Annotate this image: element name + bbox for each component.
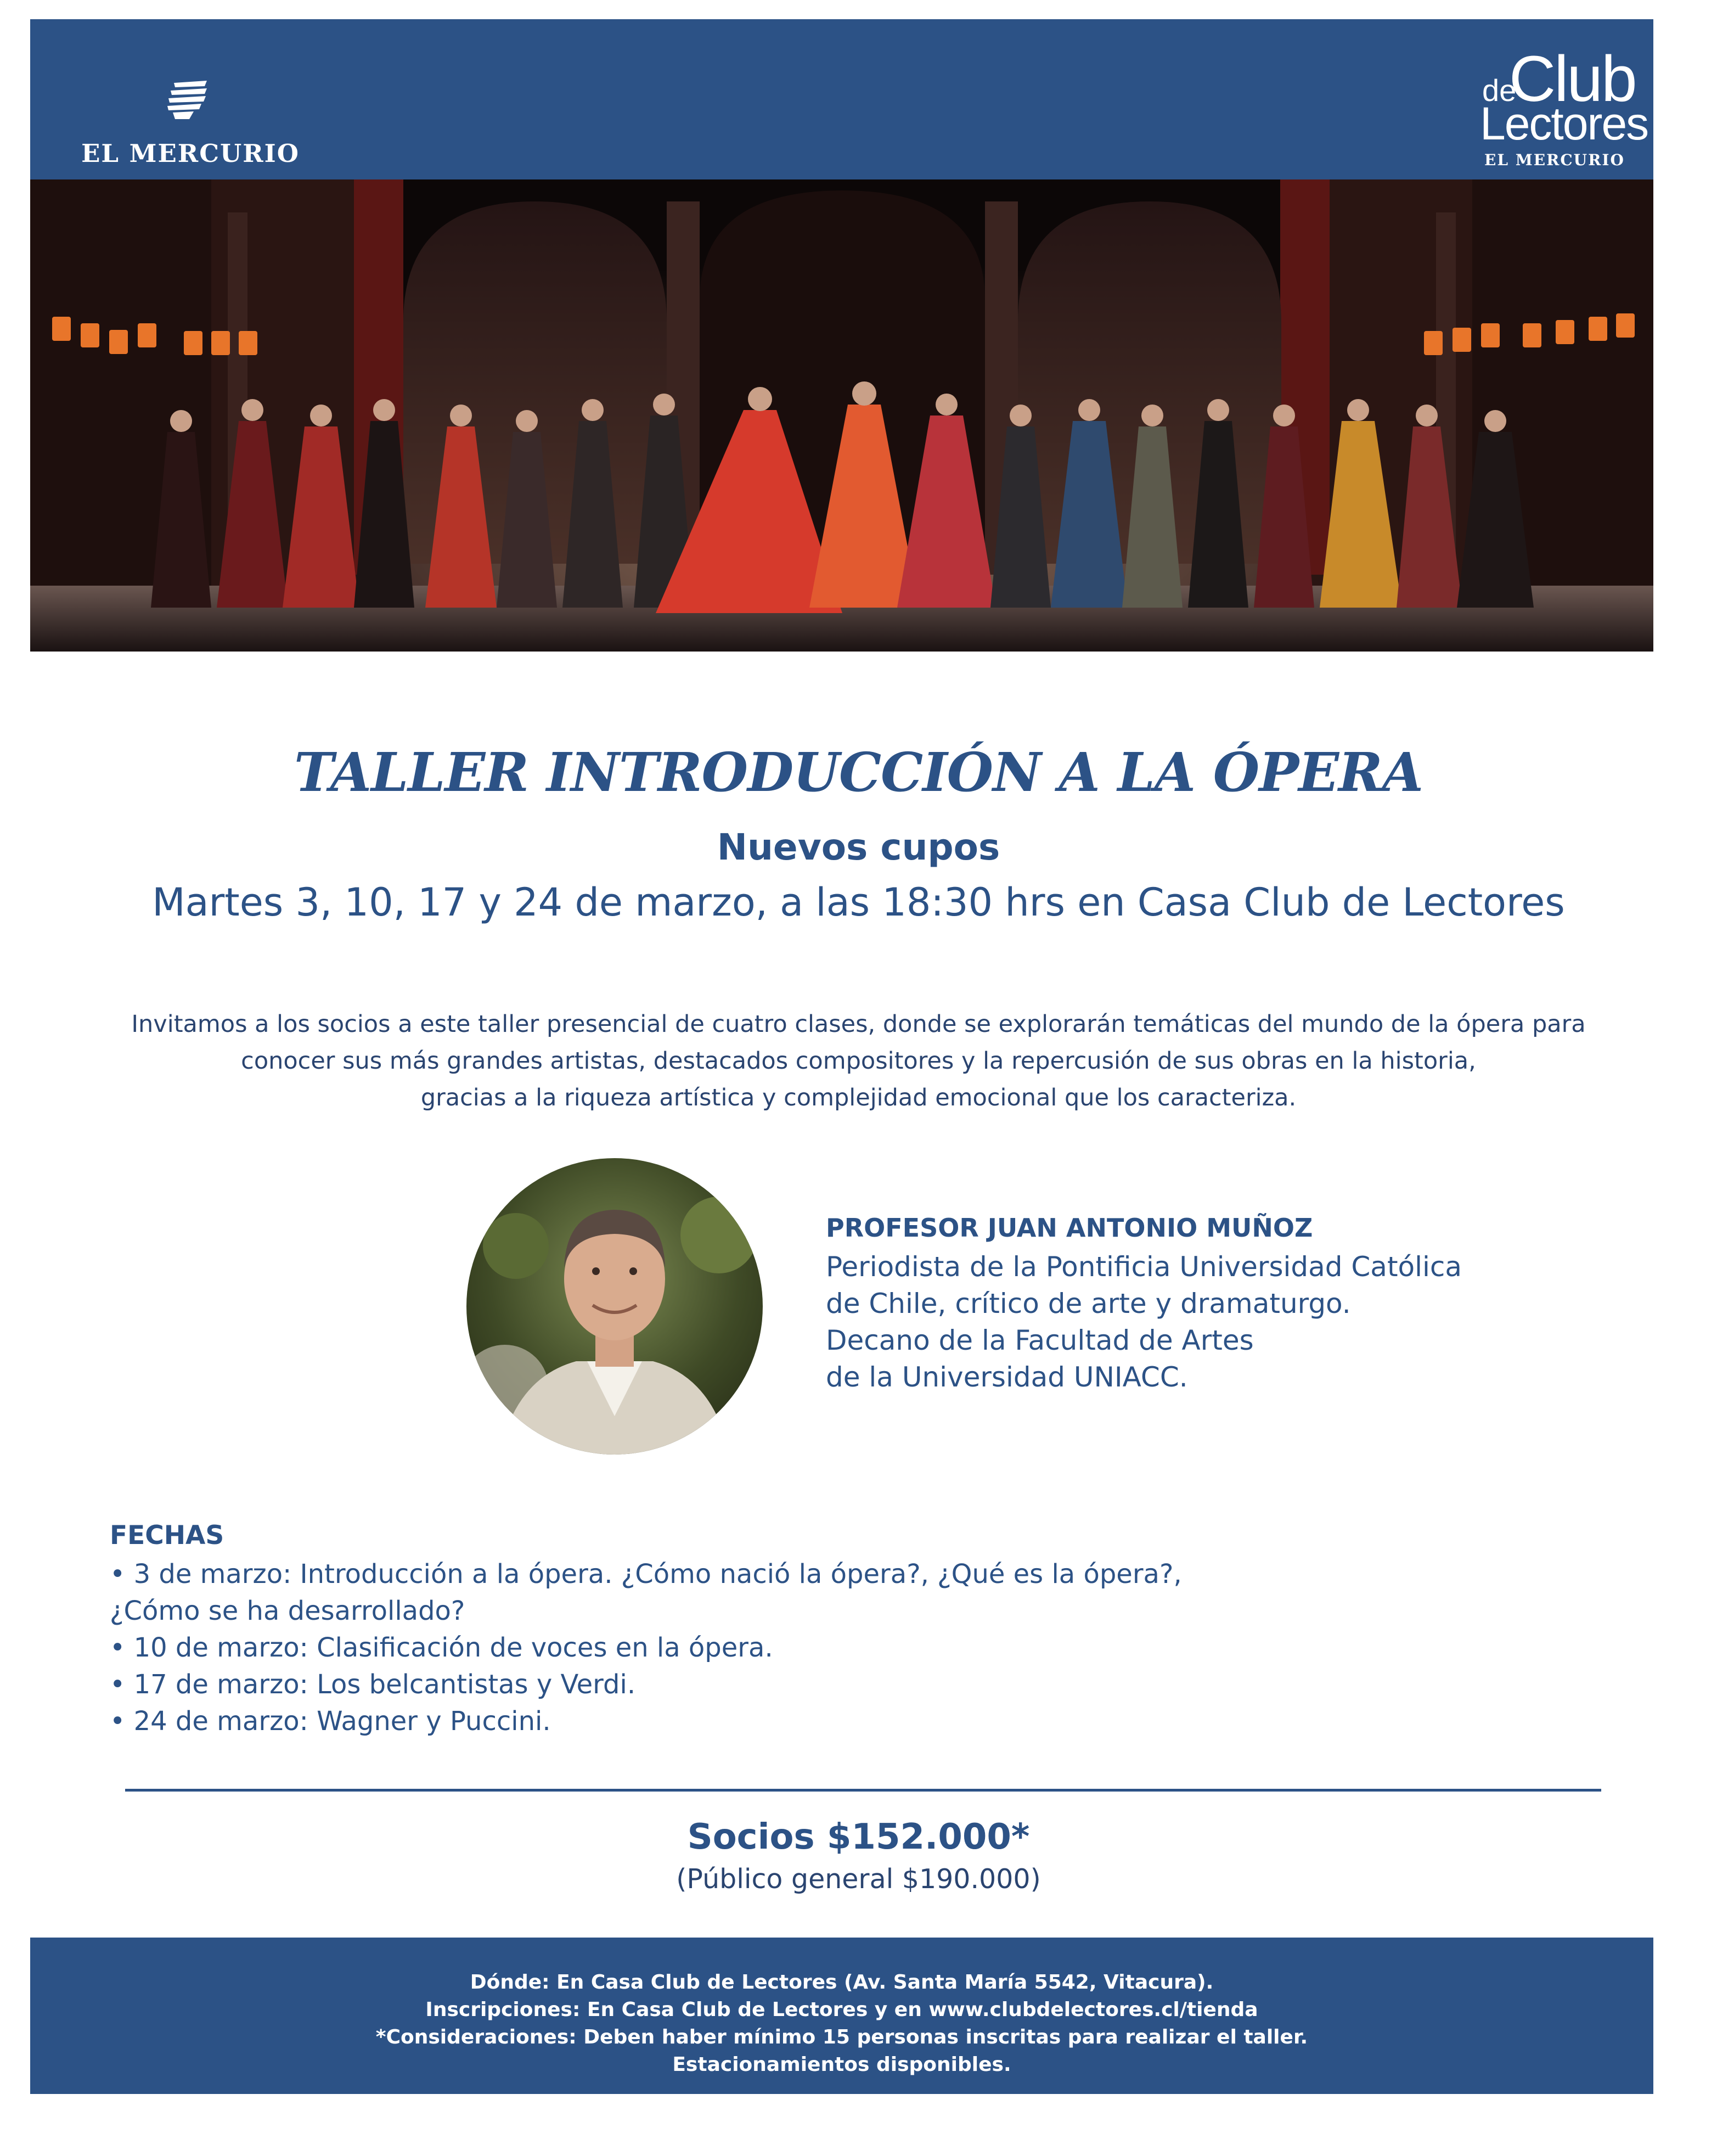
club-logo-club: Club [1509,43,1636,115]
professor-bio [826,1249,1462,1396]
footer-location: Dónde: En Casa Club de Lectores (Av. Santa María 5542, Vitacura). [470,1971,1214,1994]
event-schedule: Martes 3, 10, 17 y 24 de marzo, a las 18:30 hrs en Casa Club de Lectores [152,880,1565,925]
page-subtitle: Nuevos cupos [717,826,1000,868]
divider [125,1789,1601,1792]
professor-name: PROFESOR JUAN ANTONIO MUÑOZ [826,1213,1313,1243]
footer-bar [30,1938,1653,2094]
professor-bio-line: Periodista de la Pontificia Universidad Católica [826,1251,1462,1283]
intro-line: conocer sus más grandes artistas, destacados compositores y la repercusión de sus obras en la historia, [241,1047,1476,1075]
intro-line: Invitamos a los socios a este taller presencial de cuatro clases, donde se explorarán temáticas del mundo de la ópera para [131,1010,1586,1038]
professor-portrait [466,1158,763,1455]
el-mercurio-logo[interactable] [70,57,311,168]
club-logo-de: de [1482,73,1517,108]
professor-bio-line: de la Universidad UNIACC. [826,1361,1188,1393]
club-logo-lectores: Lectores [1480,98,1648,149]
opera-stage-illustration [30,179,1653,652]
fechas-heading: FECHAS [110,1520,224,1551]
member-price: Socios $152.000* [687,1817,1030,1857]
el-mercurio-wordmark: EL MERCURIO [81,139,300,168]
footer-info [30,1969,1653,2079]
footer-considerations: *Consideraciones: Deben haber mínimo 15 personas inscritas para realizar el taller. [375,2026,1308,2048]
intro-paragraph [110,1006,1607,1116]
fechas-item: • 24 de marzo: Wagner y Puccini. [110,1706,551,1737]
fechas-list [110,1556,1182,1740]
page-title: TALLER INTRODUCCIÓN A LA ÓPERA [294,741,1423,804]
opera-stage-photo [30,179,1653,652]
footer-registration[interactable]: Inscripciones: En Casa Club de Lectores y en www.clubdelectores.cl/tienda [425,1998,1258,2021]
professor-bio-line: Decano de la Facultad de Artes [826,1324,1254,1356]
professor-bio-line: de Chile, crítico de arte y dramaturgo. [826,1288,1351,1320]
intro-line: gracias a la riqueza artística y complejidad emocional que los caracteriza. [420,1084,1297,1111]
footer-parking: Estacionamientos disponibles. [672,2053,1011,2076]
mercurio-wing-icon [163,78,210,122]
club-de-lectores-logo[interactable] [1435,43,1665,178]
professor-photo [466,1158,763,1455]
fechas-item: • 10 de marzo: Clasificación de voces en la ópera. [110,1632,773,1663]
fechas-item: • 17 de marzo: Los belcantistas y Verdi. [110,1669,636,1700]
fechas-item: ¿Cómo se ha desarrollado? [110,1596,465,1626]
fechas-item: • 3 de marzo: Introducción a la ópera. ¿Cómo nació la ópera?, ¿Qué es la ópera?, [110,1559,1182,1590]
club-logo-sub: EL MERCURIO [1484,151,1625,169]
header-bar [30,19,1653,179]
public-price: (Público general $190.000) [676,1863,1041,1895]
